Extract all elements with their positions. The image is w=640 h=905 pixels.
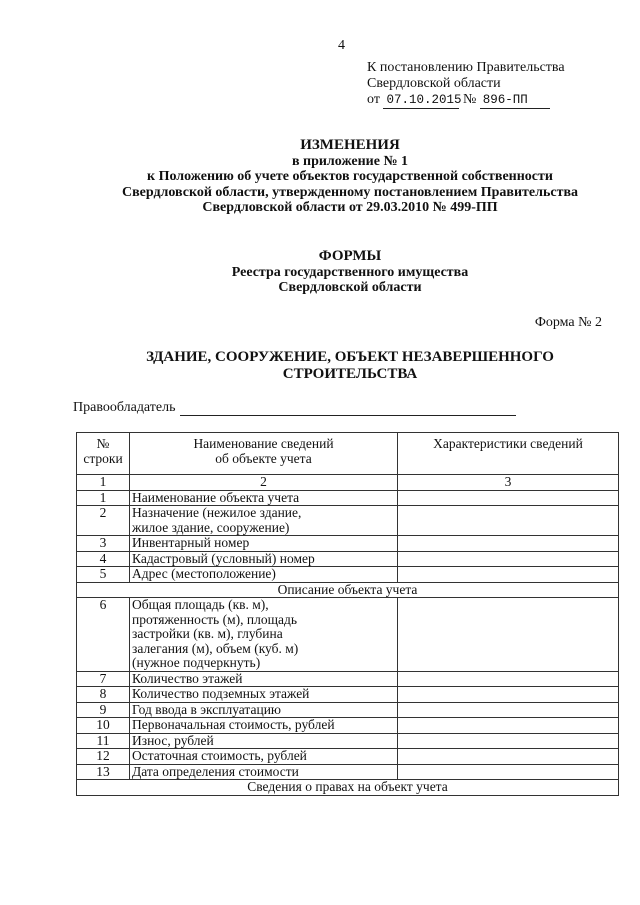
forms-line-3: Свердловской области <box>278 280 422 295</box>
forms-title: ФОРМЫ <box>318 248 382 264</box>
subject-heading <box>60 349 640 383</box>
changes-line-5: Свердловской области от 29.03.2010 № 499-ПП <box>202 200 498 215</box>
index-cell: 3 <box>398 475 619 491</box>
table-row <box>77 733 619 749</box>
changes-line-3: к Положению об учете объектов государственной собственности <box>147 169 553 184</box>
row-number: 13 <box>77 764 130 780</box>
row-value[interactable] <box>398 764 619 780</box>
table-row <box>77 718 619 734</box>
forms-heading <box>60 249 640 296</box>
section-row <box>77 780 619 796</box>
row-name: Количество подземных этажей <box>130 687 398 703</box>
table-row <box>77 749 619 765</box>
row-number: 8 <box>77 687 130 703</box>
table-row <box>77 536 619 552</box>
section-title-rights: Сведения о правах на объект учета <box>77 780 619 796</box>
page-number: 4 <box>338 38 345 53</box>
table-row <box>77 567 619 583</box>
section-title-description: Описание объекта учета <box>77 582 619 598</box>
row-value[interactable] <box>398 506 619 536</box>
table-row <box>77 671 619 687</box>
reference-line-1: К постановлению Правительства <box>367 60 565 75</box>
reference-number: 896-ПП <box>480 92 550 109</box>
index-cell: 2 <box>130 475 398 491</box>
row-name: Кадастровый (условный) номер <box>130 551 398 567</box>
row-name: Назначение (нежилое здание, жилое здание, сооружение) <box>130 506 398 536</box>
row-name: Инвентарный номер <box>130 536 398 552</box>
header-cell-name: Наименование сведений об объекте учета <box>130 433 398 475</box>
owner-field <box>73 400 516 416</box>
table-row <box>77 490 619 506</box>
row-value[interactable] <box>398 733 619 749</box>
header-cell-number: № строки <box>77 433 130 475</box>
row-number: 10 <box>77 718 130 734</box>
row-number: 4 <box>77 551 130 567</box>
subject-line-1: ЗДАНИЕ, СООРУЖЕНИЕ, ОБЪЕКТ НЕЗАВЕРШЕННОГО <box>146 349 554 365</box>
registry-table <box>76 432 619 796</box>
reference-block <box>367 60 565 109</box>
header-cell-characteristics: Характеристики сведений <box>398 433 619 475</box>
row-number: 2 <box>77 506 130 536</box>
changes-title: ИЗМЕНЕНИЯ <box>300 137 400 153</box>
row-name: Адрес (местоположение) <box>130 567 398 583</box>
row-name: Количество этажей <box>130 671 398 687</box>
table-row <box>77 764 619 780</box>
owner-blank-line[interactable] <box>180 401 516 416</box>
row-value[interactable] <box>398 490 619 506</box>
row-name: Общая площадь (кв. м), протяженность (м), площадь застройки (кв. м), глубина залегания (м), объем (куб. м) (нужное подчеркнуть) <box>130 598 398 672</box>
section-row <box>77 582 619 598</box>
row-number: 1 <box>77 490 130 506</box>
row-number: 3 <box>77 536 130 552</box>
row-value[interactable] <box>398 551 619 567</box>
row-value[interactable] <box>398 749 619 765</box>
table-header-row <box>77 433 619 475</box>
row-number: 9 <box>77 702 130 718</box>
reference-line-2: Свердловской области <box>367 76 501 91</box>
reference-line-3 <box>367 92 565 109</box>
table-row <box>77 598 619 672</box>
row-number: 7 <box>77 671 130 687</box>
row-value[interactable] <box>398 598 619 672</box>
table-row <box>77 506 619 536</box>
row-number: 12 <box>77 749 130 765</box>
row-value[interactable] <box>398 718 619 734</box>
reference-date: 07.10.2015 <box>383 92 459 109</box>
changes-heading <box>60 138 640 216</box>
changes-line-4: Свердловской области, утвержденному постановлением Правительства <box>121 184 579 200</box>
reference-from-label: от <box>367 92 380 107</box>
changes-line-2: в приложение № 1 <box>291 153 409 169</box>
table-row <box>77 551 619 567</box>
row-name: Остаточная стоимость, рублей <box>130 749 398 765</box>
row-value[interactable] <box>398 671 619 687</box>
row-value[interactable] <box>398 567 619 583</box>
row-number: 11 <box>77 733 130 749</box>
row-value[interactable] <box>398 687 619 703</box>
owner-label: Правообладатель <box>73 400 176 415</box>
row-name: Первоначальная стоимость, рублей <box>130 718 398 734</box>
row-number: 5 <box>77 567 130 583</box>
row-name: Дата определения стоимости <box>130 764 398 780</box>
table-row <box>77 702 619 718</box>
form-number: Форма № 2 <box>534 315 602 330</box>
row-name: Год ввода в эксплуатацию <box>130 702 398 718</box>
forms-line-2: Реестра государственного имущества <box>231 264 469 280</box>
row-value[interactable] <box>398 536 619 552</box>
index-cell: 1 <box>77 475 130 491</box>
table-index-row <box>77 475 619 491</box>
row-number: 6 <box>77 598 130 672</box>
row-value[interactable] <box>398 702 619 718</box>
subject-line-2: СТРОИТЕЛЬСТВА <box>282 366 418 382</box>
row-name: Износ, рублей <box>130 733 398 749</box>
table-row <box>77 687 619 703</box>
row-name: Наименование объекта учета <box>130 490 398 506</box>
reference-number-label: № <box>462 92 477 107</box>
